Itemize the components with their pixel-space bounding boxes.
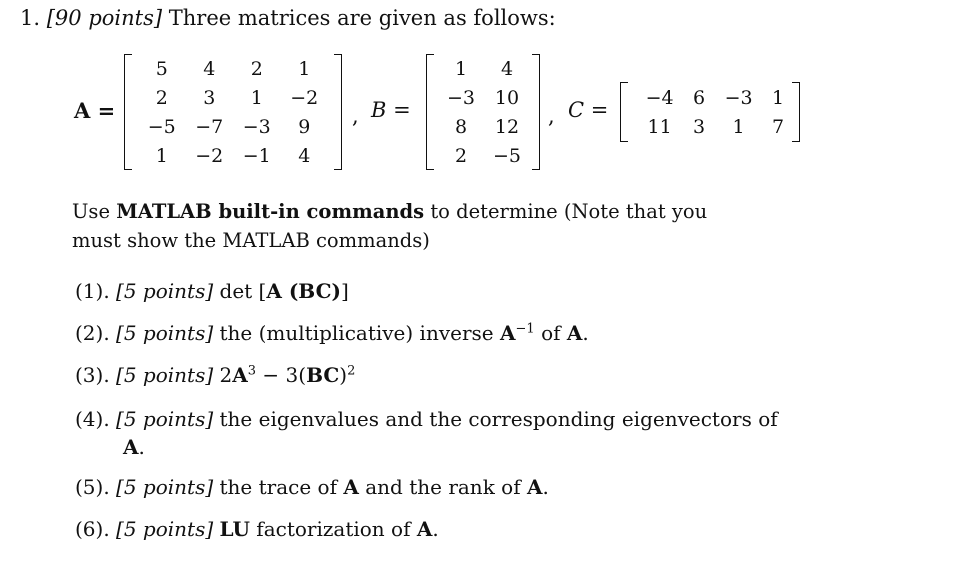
- item-text: the eigenvalues and the corresponding eigenvectors of: [219, 407, 778, 431]
- item-bold-text: A: [416, 517, 433, 541]
- question-item-3: [75, 363, 355, 387]
- matrix-cell: 1: [155, 144, 168, 167]
- problem-number: 1.: [20, 6, 41, 30]
- item-number: (1).: [75, 279, 110, 303]
- matrix-cell: 8: [454, 115, 468, 138]
- problem-title-text: Three matrices are given as follows:: [168, 6, 556, 30]
- matrix-b-label: B =: [371, 98, 411, 122]
- matrix-cell: 1: [454, 57, 468, 80]
- problem-points: [90 points]: [46, 6, 163, 30]
- question-item-6: [75, 517, 439, 541]
- matrix-cell: −2: [290, 86, 319, 109]
- matrix-cell: 1: [250, 86, 263, 109]
- matrix-b-row: [438, 112, 530, 141]
- matrix-a-label: A =: [74, 98, 116, 123]
- item-text: det [: [219, 279, 267, 303]
- instructions-text: to determine (Note that you: [430, 200, 708, 223]
- matrix-cell: −3: [242, 115, 271, 138]
- matrix-b: [426, 54, 540, 170]
- item-bold-text: A: [526, 475, 543, 499]
- matrix-cell: 3: [693, 115, 706, 138]
- item-points: [5 points]: [116, 363, 214, 387]
- item-text: ): [339, 363, 348, 387]
- matrix-cell: 4: [298, 144, 311, 167]
- item-bold-text: A: [232, 363, 248, 387]
- matrix-a-row: [138, 112, 328, 141]
- matrix-cell: 1: [732, 115, 745, 138]
- item-points: [5 points]: [116, 407, 214, 431]
- item-superscript: 2: [347, 363, 356, 379]
- matrix-cell: 2: [155, 86, 168, 109]
- matrix-cell: −2: [195, 144, 224, 167]
- matrix-cell: 3: [203, 86, 216, 109]
- item-number: (3).: [75, 363, 110, 387]
- item-text: .: [582, 321, 589, 345]
- matrices-definition: [0, 52, 972, 174]
- item-number: (4).: [75, 407, 110, 431]
- matrix-cell: 5: [155, 57, 168, 80]
- matrix-cell: 9: [298, 115, 311, 138]
- item-points: [5 points]: [116, 517, 214, 541]
- item-text: factorization of: [256, 517, 411, 541]
- separator-comma: ,: [352, 104, 359, 128]
- instructions-paragraph: [72, 197, 707, 255]
- matrix-b-row: [438, 54, 530, 83]
- matrix-cell: 2: [250, 57, 263, 80]
- item-bold-text: A: [343, 475, 359, 499]
- instructions-line-2: must show the MATLAB commands): [72, 229, 430, 252]
- instructions-text: Use: [72, 200, 110, 223]
- item-text: .: [542, 475, 549, 499]
- matrix-b-row: [438, 83, 530, 112]
- matrix-cell: 2: [454, 144, 468, 167]
- matrix-cell: 11: [647, 115, 672, 138]
- matrix-cell: 6: [693, 86, 706, 109]
- matrix-a-row: [138, 83, 328, 112]
- item-text: − 3(: [262, 363, 307, 387]
- matrix-cell: −4: [645, 86, 674, 109]
- instructions-line-1: [72, 197, 707, 226]
- question-item-1: [75, 279, 349, 303]
- matrix-a-left-bracket: [124, 54, 132, 170]
- item-bold-text: LU: [219, 517, 250, 541]
- item-bold-text: BC: [306, 363, 340, 387]
- matrix-b-left-bracket: [426, 54, 434, 170]
- matrix-a: [124, 54, 342, 170]
- item-text: .: [432, 517, 439, 541]
- item-bold-text: A: [123, 435, 139, 459]
- item-bold-text: A: [566, 321, 583, 345]
- question-item-2: [75, 321, 589, 345]
- matrix-a-row: [138, 141, 328, 170]
- item-number: (5).: [75, 475, 110, 499]
- matrix-c-row: [632, 83, 790, 112]
- item-number: (6).: [75, 517, 110, 541]
- item-superscript: −1: [515, 321, 535, 337]
- item-points: [5 points]: [116, 321, 214, 345]
- item-points: [5 points]: [116, 279, 214, 303]
- matrix-a-right-bracket: [334, 54, 342, 170]
- matrix-c-left-bracket: [620, 82, 628, 142]
- matrix-b-right-bracket: [532, 54, 540, 170]
- separator-comma: ,: [548, 104, 555, 128]
- instructions-bold-text: MATLAB built-in commands: [116, 200, 425, 223]
- matrix-cell: 10: [494, 86, 520, 109]
- item-text: the trace of: [219, 475, 337, 499]
- matrix-c-right-bracket: [792, 82, 800, 142]
- matrix-cell: 4: [500, 57, 514, 80]
- matrix-c-label: C =: [568, 98, 609, 122]
- matrix-cell: 12: [494, 115, 520, 138]
- matrix-b-row: [438, 141, 530, 170]
- question-item-5: [75, 475, 549, 499]
- item-text: of: [541, 321, 561, 345]
- matrix-cell: −7: [195, 115, 224, 138]
- item-text: ]: [340, 279, 349, 303]
- matrix-cell: 1: [772, 86, 785, 109]
- item-bold-text: A (BC): [266, 279, 341, 303]
- matrix-cell: −3: [446, 86, 475, 109]
- matrix-cell: −5: [147, 115, 176, 138]
- matrix-cell: 1: [298, 57, 311, 80]
- problem-title: [20, 6, 556, 30]
- item-superscript: 3: [247, 363, 257, 379]
- matrix-cell: −3: [724, 86, 753, 109]
- item-text: 2: [219, 363, 233, 387]
- item-text: the (multiplicative) inverse: [219, 321, 494, 345]
- item-text: and the rank of: [365, 475, 521, 499]
- item-number: (2).: [75, 321, 110, 345]
- matrix-c: [620, 82, 800, 142]
- matrix-cell: −5: [492, 144, 521, 167]
- item-text: .: [138, 435, 145, 459]
- matrix-cell: −1: [242, 144, 271, 167]
- matrix-cell: 4: [203, 57, 216, 80]
- item-bold-text: A: [500, 321, 516, 345]
- question-item-4: [75, 405, 778, 461]
- matrix-a-row: [138, 54, 328, 83]
- matrix-c-row: [632, 112, 790, 141]
- matrix-cell: 7: [772, 115, 785, 138]
- item-points: [5 points]: [116, 475, 214, 499]
